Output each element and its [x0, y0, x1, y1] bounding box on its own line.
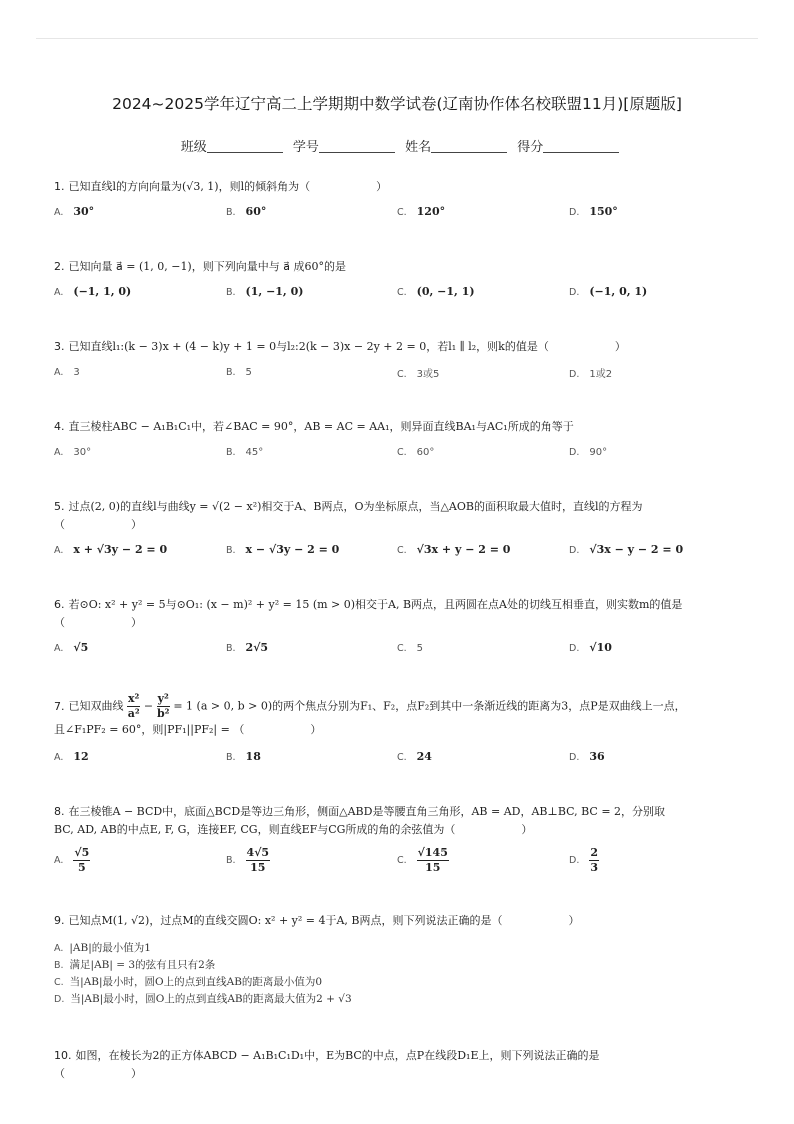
- question-text: 已知向量 a⃗ = (1, 0, −1)，则下列向量中与 a⃗ 成60°的是: [68, 260, 346, 273]
- option-c[interactable]: C. $\frac{√145}{15}$: [397, 846, 448, 874]
- option-b[interactable]: B. 满足|AB| = 3的弦有且只有2条: [54, 959, 216, 971]
- question-10: [54, 1047, 754, 1083]
- question-text: 已知双曲线: [68, 699, 124, 713]
- question-number: 3.: [54, 340, 65, 353]
- header-rule: [36, 38, 758, 39]
- option-c[interactable]: C. 60°: [397, 447, 435, 458]
- option-d[interactable]: D. 当|AB|最小时，圆O上的点到直线AB的距离最大值为2 + √3: [54, 993, 352, 1005]
- option-a[interactable]: A. $\frac{√5}{5}$: [54, 846, 90, 874]
- question-number: 4.: [54, 420, 65, 433]
- option-a[interactable]: A. |AB|的最小值为1: [54, 942, 151, 954]
- class-blank[interactable]: [207, 140, 283, 153]
- answer-paren: （ ）: [54, 616, 142, 629]
- question-9-options: [54, 940, 754, 1008]
- option-d[interactable]: D. 36: [569, 750, 605, 763]
- question-number: 1.: [54, 180, 65, 193]
- question-text: 若⊙O: x² + y² = 5与⊙O₁: (x − m)² + y² = 15 (m > 0)相交于A, B两点，且两圆在点A处的切线互相垂直，则实数m的值是: [68, 598, 683, 611]
- question-3-options: [54, 365, 754, 385]
- option-b[interactable]: B. 5: [226, 367, 252, 378]
- option-b[interactable]: B. 60°: [226, 205, 267, 218]
- question-8-options: [54, 846, 754, 880]
- option-c[interactable]: C. 当|AB|最小时，圆O上的点到直线AB的距离最小值为0: [54, 976, 323, 988]
- question-text: 如图，在棱长为2的正方体ABCD − A₁B₁C₁D₁中，E为BC的中点，点P在线段D₁E上，则下列说法正确的是: [75, 1049, 600, 1062]
- fraction: $\frac{\text{y²}}{\text{b²}}$: [156, 692, 170, 720]
- name-blank[interactable]: [431, 140, 507, 153]
- question-text-line2: 且∠F₁PF₂ = 60°，则|PF₁||PF₂| = （ ）: [54, 723, 322, 736]
- question-number: 2.: [54, 260, 65, 273]
- option-d[interactable]: D. $\frac{2}{3}$: [569, 846, 598, 874]
- option-c[interactable]: C. 3或5: [397, 369, 440, 380]
- option-d[interactable]: D. √10: [569, 641, 612, 654]
- option-a[interactable]: A. (−1, 1, 0): [54, 285, 132, 298]
- option-c[interactable]: C. √3x + y − 2 = 0: [397, 543, 511, 556]
- option-a[interactable]: A. 12: [54, 750, 89, 763]
- option-a[interactable]: A. x + √3y − 2 = 0: [54, 543, 168, 556]
- option-b[interactable]: B. 2√5: [226, 641, 269, 654]
- option-b[interactable]: B. (1, −1, 0): [226, 285, 304, 298]
- question-1: [54, 178, 754, 196]
- question-5-options: [54, 543, 754, 563]
- question-8: [54, 803, 754, 839]
- option-a[interactable]: A. 30°: [54, 447, 92, 458]
- question-text-cont: = 1 (a > 0, b > 0)的两个焦点分别为F₁、F₂，点F₂到其中一条渐近线的距离为3，点P是双曲线上一点，: [173, 699, 686, 713]
- class-label: 班级: [180, 140, 207, 155]
- question-number: 10.: [54, 1049, 72, 1062]
- question-number: 6.: [54, 598, 65, 611]
- student-info-line: [0, 136, 794, 155]
- option-b[interactable]: B. x − √3y − 2 = 0: [226, 543, 340, 556]
- id-blank[interactable]: [319, 140, 395, 153]
- question-9: [54, 912, 754, 930]
- option-d[interactable]: D. (−1, 0, 1): [569, 285, 648, 298]
- question-text-line2: BC, AD, AB的中点E, F, G，连接EF, CG，则直线EF与CG所成的角的余弦值为（ ）: [54, 823, 533, 836]
- option-a[interactable]: A. 3: [54, 367, 80, 378]
- page-title: 2024~2025学年辽宁高二上学期期中数学试卷(辽南协作体名校联盟11月)[原题版]: [112, 95, 682, 113]
- question-text: 在三棱锥A − BCD中，底面△BCD是等边三角形，侧面△ABD是等腰直角三角形，AB = AD，AB⊥BC, BC = 2，分别取: [68, 805, 666, 818]
- option-c[interactable]: C. (0, −1, 1): [397, 285, 475, 298]
- option-a[interactable]: A. 30°: [54, 205, 95, 218]
- name-label: 姓名: [405, 140, 432, 155]
- question-text: 已知点M(1, √2)，过点M的直线交圆O: x² + y² = 4于A, B两点，则下列说法正确的是（ ）: [68, 914, 580, 927]
- option-a[interactable]: A. √5: [54, 641, 89, 654]
- question-2-options: [54, 285, 754, 305]
- question-number: 7.: [54, 699, 65, 713]
- option-c[interactable]: C. 5: [397, 643, 424, 654]
- id-label: 学号: [292, 140, 319, 155]
- fraction: $\frac{\text{x²}}{\text{a²}}$: [127, 692, 140, 720]
- option-c[interactable]: C. 24: [397, 750, 432, 763]
- answer-paren: （ ）: [54, 518, 142, 531]
- option-b[interactable]: B. 45°: [226, 447, 264, 458]
- question-6-options: [54, 641, 754, 661]
- question-text: 过点(2, 0)的直线l与曲线y = √(2 − x²)相交于A、B两点，O为坐标原点，当△AOB的面积取最大值时，直线l的方程为: [68, 500, 643, 513]
- question-4: [54, 418, 754, 436]
- option-d[interactable]: D. 90°: [569, 447, 608, 458]
- question-text: 直三棱柱ABC − A₁B₁C₁中，若∠BAC = 90°，AB = AC = AA₁，则异面直线BA₁与AC₁所成的角等于: [68, 420, 574, 433]
- option-b[interactable]: B. 18: [226, 750, 261, 763]
- score-label: 得分: [517, 140, 544, 155]
- option-b[interactable]: B. $\frac{4√5}{15}$: [226, 846, 270, 874]
- score-blank[interactable]: [543, 140, 619, 153]
- question-7-options: [54, 750, 754, 770]
- answer-paren: （ ）: [54, 1067, 142, 1080]
- question-1-options: [54, 205, 754, 225]
- option-d[interactable]: D. √3x − y − 2 = 0: [569, 543, 684, 556]
- question-number: 5.: [54, 500, 65, 513]
- question-6: [54, 596, 754, 632]
- question-2: [54, 258, 754, 276]
- option-d[interactable]: D. 150°: [569, 205, 618, 218]
- question-7: [54, 692, 754, 739]
- question-3: [54, 338, 754, 356]
- minus-sign: −: [143, 699, 154, 713]
- question-text: 已知直线l₁:(k − 3)x + (4 − k)y + 1 = 0与l₂:2(k − 3)x − 2y + 2 = 0，若l₁ ∥ l₂，则k的值是（ ）: [68, 340, 626, 353]
- question-text: 已知直线l的方向向量为(√3, 1)，则l的倾斜角为（ ）: [68, 180, 388, 193]
- question-number: 9.: [54, 914, 65, 927]
- option-d[interactable]: D. 1或2: [569, 369, 613, 380]
- question-number: 8.: [54, 805, 65, 818]
- question-5: [54, 498, 754, 534]
- option-c[interactable]: C. 120°: [397, 205, 446, 218]
- question-4-options: [54, 445, 754, 465]
